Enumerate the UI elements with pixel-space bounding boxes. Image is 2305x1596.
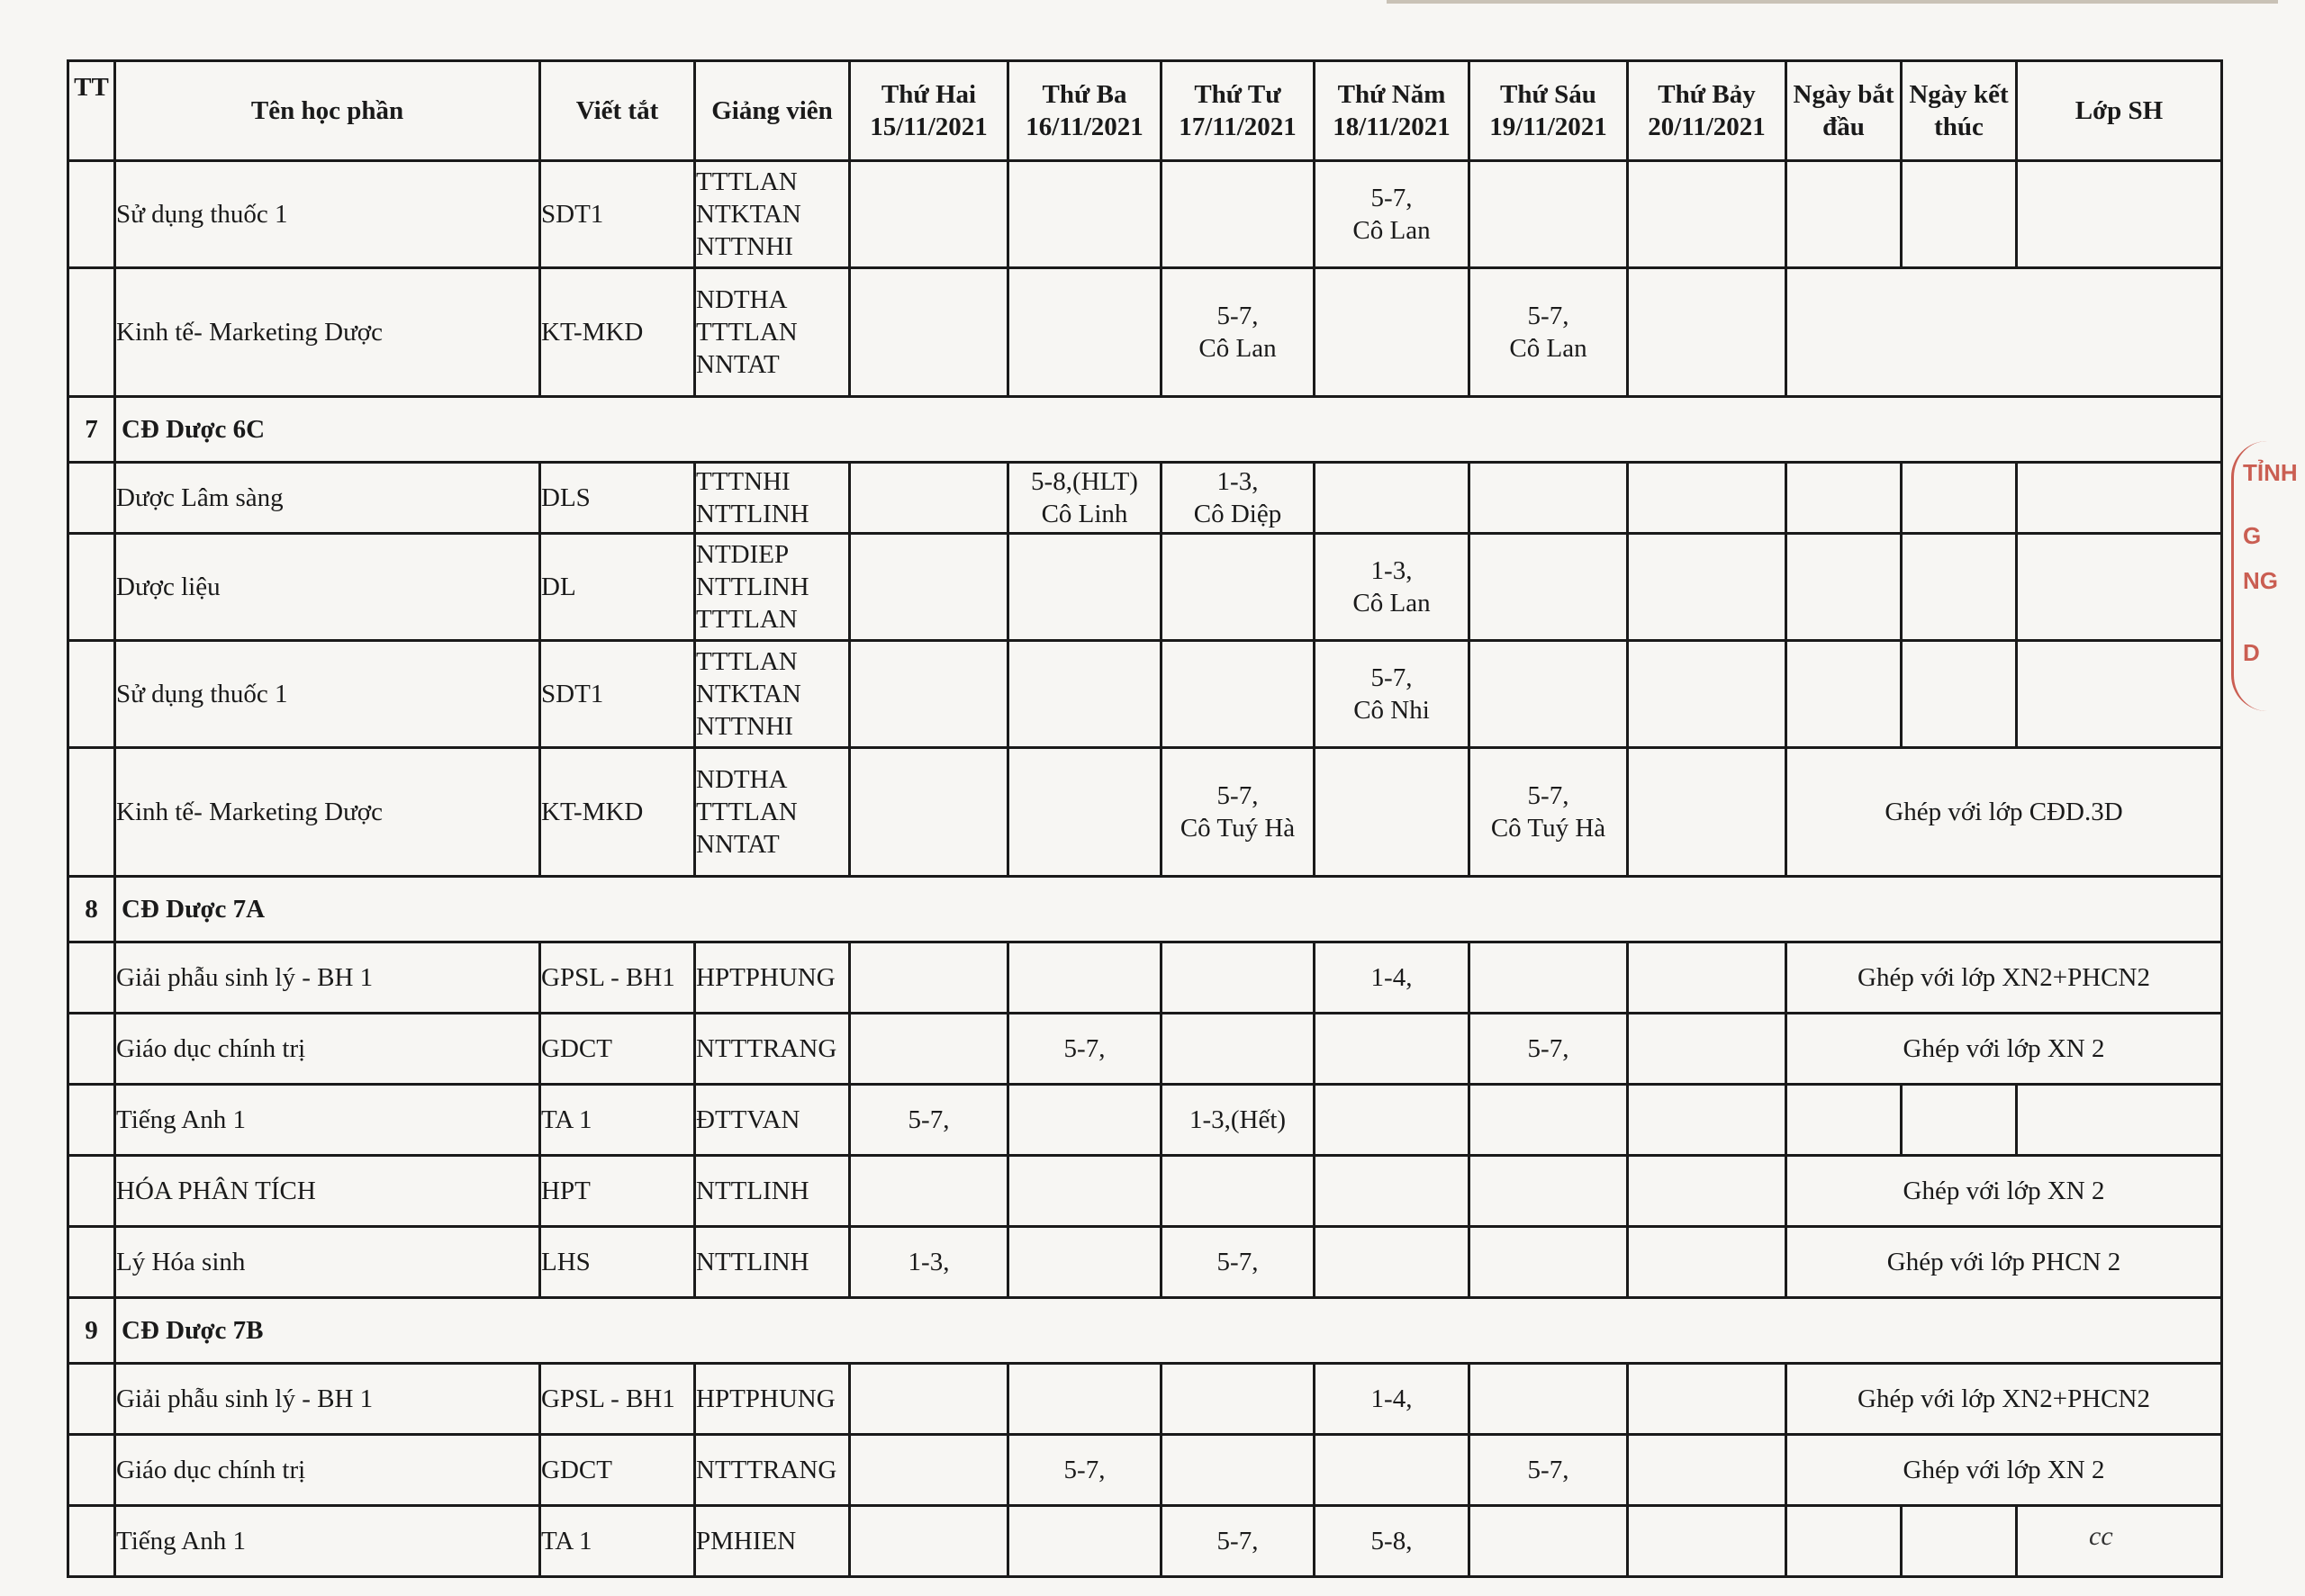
teacher-name: HPTPHUNG [695, 942, 850, 1014]
slot-tue: 5-7, [1008, 1435, 1162, 1506]
slot-tue: 5-8,(HLT) Cô Linh [1008, 463, 1162, 534]
slot-thu: 1-4, [1315, 1364, 1469, 1435]
merge-note: Ghép với lớp XN 2 [1786, 1435, 2222, 1506]
table-row [68, 1435, 2222, 1506]
table-row [68, 463, 2222, 534]
course-name: Kinh tế- Marketing Dược [115, 748, 540, 877]
teacher-name: HPTPHUNG [695, 1364, 850, 1435]
table-row [68, 268, 2222, 397]
course-name: Kinh tế- Marketing Dược [115, 268, 540, 397]
table-row [68, 942, 2222, 1014]
merge-note: Ghép với lớp XN2+PHCN2 [1786, 1364, 2222, 1435]
slot-thu: 1-3, Cô Lan [1315, 534, 1469, 641]
teacher-list: TTTLAN NTKTAN NTTNHI [695, 161, 850, 268]
col-fri: Thứ Sáu 19/11/2021 [1469, 61, 1628, 161]
merge-note: Ghép với lớp PHCN 2 [1786, 1227, 2222, 1298]
col-mon: Thứ Hai 15/11/2021 [850, 61, 1008, 161]
slot-wed: 5-7, Cô Tuý Hà [1162, 748, 1315, 877]
course-abbr: LHS [540, 1227, 695, 1298]
group-number: 7 [68, 397, 115, 463]
slot-fri: 5-7, Cô Tuý Hà [1469, 748, 1628, 877]
course-abbr: GPSL - BH1 [540, 1364, 695, 1435]
course-name: Sử dụng thuốc 1 [115, 641, 540, 748]
course-abbr: DL [540, 534, 695, 641]
header-row [68, 61, 2222, 161]
course-name: Dược liệu [115, 534, 540, 641]
course-name: Giáo dục chính trị [115, 1435, 540, 1506]
slot-tue: 5-7, [1008, 1014, 1162, 1085]
teacher-name: NTTTRANG [695, 1435, 850, 1506]
col-abbr: Viết tắt [540, 61, 695, 161]
course-abbr: GDCT [540, 1435, 695, 1506]
col-class: Lớp SH [2017, 61, 2222, 161]
course-abbr: TA 1 [540, 1506, 695, 1577]
slot-mon: 1-3, [850, 1227, 1008, 1298]
group-row [68, 397, 2222, 463]
group-number: 9 [68, 1298, 115, 1364]
merge-note: Ghép với lớp XN 2 [1786, 1156, 2222, 1227]
merge-note: Ghép với lớp XN2+PHCN2 [1786, 942, 2222, 1014]
col-sat: Thứ Bảy 20/11/2021 [1628, 61, 1786, 161]
red-seal-stamp: TỈNH G NG D [2231, 441, 2305, 711]
col-wed: Thứ Tư 17/11/2021 [1162, 61, 1315, 161]
merge-note: Ghép với lớp XN 2 [1786, 1014, 2222, 1085]
teacher-list: NDTHA TTTLAN NNTAT [695, 748, 850, 877]
slot-wed: 5-7, Cô Lan [1162, 268, 1315, 397]
course-abbr: DLS [540, 463, 695, 534]
table-row [68, 1364, 2222, 1435]
schedule-sheet [67, 59, 2220, 1578]
course-abbr: SDT1 [540, 161, 695, 268]
slot-thu: 1-4, [1315, 942, 1469, 1014]
course-name: Giáo dục chính trị [115, 1014, 540, 1085]
col-tue: Thứ Ba 16/11/2021 [1008, 61, 1162, 161]
table-row [68, 1227, 2222, 1298]
course-name: Dược Lâm sàng [115, 463, 540, 534]
teacher-list: TTTLAN NTKTAN NTTNHI [695, 641, 850, 748]
scan-edge [1387, 0, 2278, 4]
slot-wed: 1-3, Cô Diệp [1162, 463, 1315, 534]
table-row [68, 1014, 2222, 1085]
slot-wed: 5-7, [1162, 1227, 1315, 1298]
table-row [68, 748, 2222, 877]
teacher-name: ĐTTVAN [695, 1085, 850, 1156]
slot-thu: 5-7, Cô Nhi [1315, 641, 1469, 748]
course-abbr: GPSL - BH1 [540, 942, 695, 1014]
group-title: CĐ Dược 7B [115, 1298, 2222, 1364]
course-name: Tiếng Anh 1 [115, 1085, 540, 1156]
schedule-table [67, 59, 2223, 1578]
course-name: Giải phẫu sinh lý - BH 1 [115, 1364, 540, 1435]
course-name: Lý Hóa sinh [115, 1227, 540, 1298]
course-abbr: HPT [540, 1156, 695, 1227]
slot-thu: 5-7, Cô Lan [1315, 161, 1469, 268]
col-tt: TT [68, 61, 115, 161]
col-teacher: Giảng viên [695, 61, 850, 161]
teacher-name: PMHIEN [695, 1506, 850, 1577]
table-row [68, 1506, 2222, 1577]
col-start: Ngày bắt đầu [1786, 61, 1902, 161]
slot-fri: 5-7, [1469, 1014, 1628, 1085]
group-row [68, 877, 2222, 942]
table-row [68, 641, 2222, 748]
course-abbr: SDT1 [540, 641, 695, 748]
col-course: Tên học phần [115, 61, 540, 161]
col-end: Ngày kết thúc [1902, 61, 2017, 161]
slot-fri: 5-7, Cô Lan [1469, 268, 1628, 397]
slot-wed: 1-3,(Hết) [1162, 1085, 1315, 1156]
teacher-name: NTTTRANG [695, 1014, 850, 1085]
slot-mon: 5-7, [850, 1085, 1008, 1156]
course-abbr: KT-MKD [540, 268, 695, 397]
course-name: Sử dụng thuốc 1 [115, 161, 540, 268]
col-thu: Thứ Năm 18/11/2021 [1315, 61, 1469, 161]
table-row [68, 1085, 2222, 1156]
course-name: Tiếng Anh 1 [115, 1506, 540, 1577]
table-row [68, 161, 2222, 268]
teacher-list: TTTNHI NTTLINH [695, 463, 850, 534]
teacher-list: NDTHA TTTLAN NNTAT [695, 268, 850, 397]
merge-note: Ghép với lớp CĐD.3D [1786, 748, 2222, 877]
handwritten-mark: cc [2089, 1521, 2113, 1551]
group-row [68, 1298, 2222, 1364]
teacher-name: NTTLINH [695, 1156, 850, 1227]
slot-wed: 5-7, [1162, 1506, 1315, 1577]
course-name: Giải phẫu sinh lý - BH 1 [115, 942, 540, 1014]
course-abbr: GDCT [540, 1014, 695, 1085]
group-title: CĐ Dược 7A [115, 877, 2222, 942]
slot-thu: 5-8, [1315, 1506, 1469, 1577]
teacher-list: NTDIEP NTTLINH TTTLAN [695, 534, 850, 641]
slot-fri: 5-7, [1469, 1435, 1628, 1506]
teacher-name: NTTLINH [695, 1227, 850, 1298]
table-row [68, 1156, 2222, 1227]
course-abbr: TA 1 [540, 1085, 695, 1156]
course-abbr: KT-MKD [540, 748, 695, 877]
course-name: HÓA PHÂN TÍCH [115, 1156, 540, 1227]
group-number: 8 [68, 877, 115, 942]
group-title: CĐ Dược 6C [115, 397, 2222, 463]
table-row [68, 534, 2222, 641]
